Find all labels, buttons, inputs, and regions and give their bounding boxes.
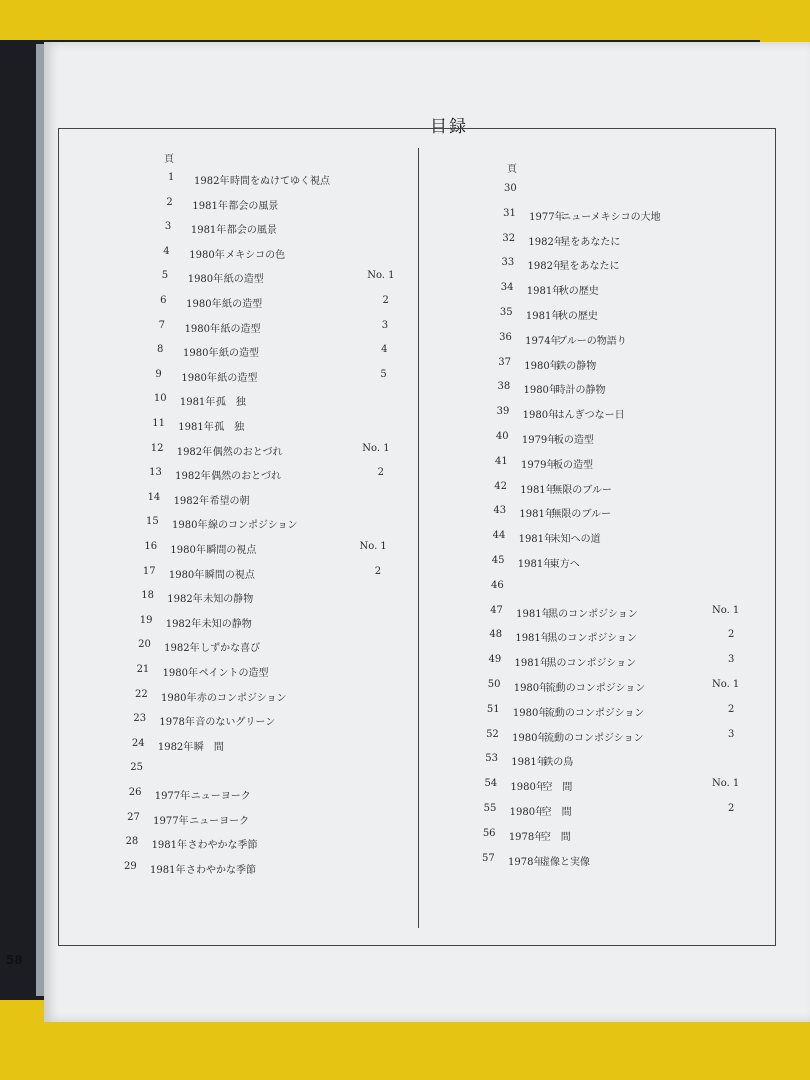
entry-year: 1981年 — [514, 658, 550, 670]
entry-number: 54 — [484, 778, 498, 790]
entry-year: 1982年 — [165, 618, 202, 630]
catalog-entry — [503, 208, 810, 222]
entry-edition: No. 1 — [367, 270, 395, 282]
entry-number: 34 — [500, 282, 514, 294]
entry-edition: 4 — [381, 344, 388, 356]
entry-number: 9 — [155, 368, 162, 380]
entry-number: 53 — [485, 753, 498, 765]
catalog-entry — [133, 713, 493, 727]
entry-year: 1980年 — [523, 385, 559, 397]
catalog-entry — [129, 787, 489, 801]
entry-title: 紙の造型 — [223, 274, 264, 286]
entry-number: 27 — [127, 811, 140, 823]
catalog-entry — [152, 418, 512, 432]
entry-edition: No. 1 — [711, 778, 740, 790]
entry-edition: No. 1 — [362, 442, 390, 454]
entry-number: 43 — [493, 505, 507, 517]
entry-number: 36 — [499, 331, 512, 343]
entry-title: 無限のブルー — [552, 484, 612, 496]
entry-title: 鉄の静物 — [556, 360, 597, 372]
catalog-entry — [487, 704, 810, 718]
catalog-entry — [493, 505, 810, 519]
entry-title: さわやかな季節 — [186, 864, 256, 876]
entry-year: 1981年 — [178, 422, 214, 433]
entry-title: 秋の歴史 — [558, 286, 599, 298]
catalog-entry — [124, 861, 484, 875]
entry-number: 25 — [130, 762, 144, 774]
entry-title: 紙の造型 — [220, 323, 261, 335]
entry-year: 1982年 — [528, 236, 564, 248]
entry-year: 1980年 — [181, 372, 217, 384]
entry-year: 1981年 — [525, 311, 562, 322]
entry-year: 1981年 — [511, 757, 547, 769]
entry-title: 都会の風景 — [226, 225, 277, 237]
entry-number: 7 — [158, 319, 165, 331]
entry-edition: 2 — [727, 703, 735, 715]
catalog-entry — [484, 778, 810, 792]
entry-edition: 2 — [382, 295, 389, 306]
entry-number: 10 — [153, 393, 167, 405]
entry-title: 紙の造型 — [219, 348, 259, 360]
catalog-entry — [148, 492, 508, 506]
entry-year: 1982年 — [157, 741, 194, 753]
entry-year: 1977年 — [154, 791, 191, 802]
catalog-entry — [132, 738, 492, 752]
entry-number: 38 — [497, 381, 511, 393]
catalog-entry — [143, 566, 503, 580]
entry-number: 4 — [163, 245, 170, 257]
entry-number: 13 — [149, 467, 162, 479]
entry-title: 紙の造型 — [222, 299, 263, 310]
catalog-entry — [151, 443, 511, 457]
entry-number: 51 — [486, 703, 500, 715]
entry-number: 55 — [483, 803, 497, 814]
entry-number: 22 — [135, 688, 148, 700]
entry-number: 42 — [494, 480, 507, 492]
entry-title: ニューヨーク — [190, 791, 251, 802]
entry-title: ニューメキシコの大地 — [561, 211, 661, 223]
catalog-entry — [497, 381, 810, 395]
entry-title: 流動のコンポジション — [545, 683, 646, 694]
catalog-entry — [485, 753, 810, 767]
entry-title: ブルーの物語り — [557, 335, 627, 347]
entry-number: 57 — [482, 852, 495, 864]
entry-year: 1980年 — [512, 732, 548, 744]
entry-number: 16 — [144, 541, 158, 552]
catalog-entry — [496, 431, 810, 445]
entry-year: 1980年 — [184, 323, 221, 335]
entry-title: 希望の朝 — [209, 495, 250, 507]
entry-title: 時計の静物 — [555, 385, 606, 397]
entry-number: 31 — [503, 207, 516, 219]
entry-title: 板の造型 — [553, 459, 594, 471]
entry-number: 24 — [131, 737, 145, 749]
entry-year: 1981年 — [518, 534, 555, 546]
page-title: 目録 — [430, 117, 468, 137]
entry-number: 6 — [160, 295, 167, 306]
entry-number: 3 — [164, 221, 172, 233]
catalog-entry — [486, 729, 810, 743]
entry-year: 1981年 — [519, 509, 555, 521]
entry-year: 1981年 — [179, 397, 216, 409]
entry-number: 1 — [168, 172, 175, 183]
entry-number: 44 — [492, 530, 506, 542]
entry-year: 1982年 — [164, 643, 200, 655]
entry-edition: 2 — [377, 467, 384, 479]
left-column-header: 頁 — [164, 154, 174, 165]
entry-title: 空 間 — [541, 807, 572, 818]
entry-year: 1982年 — [175, 471, 211, 483]
entry-title: 無限のブルー — [551, 509, 612, 521]
entry-number: 18 — [141, 590, 155, 602]
entry-edition: 3 — [381, 319, 389, 331]
catalog-entry — [497, 406, 810, 420]
entry-year: 1980年 — [189, 249, 225, 261]
entry-year: 1980年 — [509, 807, 546, 818]
entry-year: 1981年 — [516, 608, 552, 620]
entry-year: 1980年 — [172, 520, 208, 532]
entry-title: 秋の歴史 — [557, 311, 598, 322]
entry-year: 1981年 — [520, 484, 556, 496]
entry-number: 8 — [157, 344, 164, 356]
entry-number: 47 — [490, 604, 503, 616]
entry-title: 孤 独 — [215, 397, 246, 409]
catalog-entry — [504, 183, 810, 197]
entry-number: 41 — [495, 455, 508, 467]
entry-year: 1974年 — [525, 335, 561, 347]
entry-title: 線のコンポジション — [208, 520, 298, 532]
entry-title: ペイントの造型 — [198, 668, 269, 679]
page-number: 58 — [6, 953, 23, 967]
catalog-entry — [482, 853, 810, 867]
entry-year: 1977年 — [153, 815, 189, 827]
entry-number: 20 — [138, 639, 151, 651]
catalog-entry — [126, 836, 486, 850]
entry-edition: 2 — [374, 565, 382, 577]
entry-number: 11 — [152, 418, 166, 429]
catalog-entry — [500, 307, 810, 321]
entry-edition: 2 — [727, 629, 735, 641]
catalog-entry — [489, 629, 810, 643]
entry-number: 26 — [128, 787, 142, 798]
catalog-entry — [484, 803, 810, 817]
entry-year: 1980年 — [162, 668, 199, 679]
catalog-entry — [137, 664, 497, 678]
entry-year: 1977年 — [529, 211, 565, 223]
catalog-entry — [135, 689, 495, 703]
entry-year: 1982年 — [527, 261, 563, 273]
entry-number: 52 — [486, 728, 499, 740]
entry-year: 1980年 — [168, 569, 205, 581]
catalog-entry — [157, 344, 517, 358]
catalog-entry — [154, 393, 514, 407]
entry-title: 東方へ — [549, 559, 580, 570]
entry-title: 黒のコンポジション — [547, 633, 637, 645]
entry-year: 1981年 — [190, 225, 227, 237]
entry-title: 瞬 間 — [193, 741, 224, 753]
entry-number: 15 — [146, 516, 159, 528]
entry-edition: 2 — [727, 803, 735, 814]
catalog-entry — [502, 233, 810, 247]
entry-title: 黒のコンポジション — [546, 658, 637, 670]
catalog-entry — [155, 369, 515, 383]
entry-number: 46 — [490, 579, 504, 591]
entry-year: 1981年 — [517, 559, 554, 570]
entry-year: 1981年 — [515, 633, 551, 645]
catalog-entry — [144, 541, 504, 555]
catalog-entry — [160, 295, 520, 309]
entry-year: 1981年 — [526, 286, 563, 298]
entry-year: 1980年 — [512, 707, 549, 719]
entry-title: 未知の静物 — [203, 594, 254, 606]
entry-number: 32 — [502, 232, 516, 244]
entry-number: 2 — [166, 196, 173, 208]
entry-year: 1980年 — [170, 545, 206, 556]
catalog-entry — [495, 456, 810, 470]
entry-year: 1980年 — [524, 360, 560, 372]
entry-title: 虚像と実像 — [540, 856, 590, 868]
entry-title: 孤 独 — [214, 422, 245, 433]
right-column-header: 頁 — [507, 164, 517, 175]
entry-title: 未知への道 — [550, 534, 601, 546]
catalog-entry — [141, 590, 501, 604]
entry-year: 1980年 — [186, 299, 222, 310]
catalog-entry — [163, 246, 523, 260]
entry-title: メキシコの色 — [225, 249, 286, 261]
catalog-entry — [165, 221, 525, 235]
entry-edition: No. 1 — [359, 541, 387, 552]
entry-year: 1980年 — [187, 274, 224, 286]
entry-title: 未知の静物 — [201, 618, 252, 630]
entry-year: 1981年 — [150, 864, 186, 876]
catalog-entry — [149, 467, 509, 481]
catalog-entry — [166, 197, 526, 211]
entry-number: 49 — [488, 654, 502, 666]
entry-edition: 5 — [380, 368, 387, 380]
catalog-entry — [140, 615, 500, 629]
entry-title: 瞬間の視点 — [204, 569, 255, 581]
entry-edition: No. 1 — [711, 604, 740, 616]
entry-year: 1981年 — [192, 200, 228, 212]
entry-number: 19 — [139, 614, 153, 626]
catalog-entry — [493, 530, 810, 544]
entry-number: 35 — [499, 307, 513, 318]
entry-title: 板の造型 — [553, 435, 594, 446]
catalog-entry — [491, 580, 810, 594]
entry-title: 星をあなたに — [559, 261, 620, 273]
catalog-entry — [130, 762, 490, 776]
entry-number: 17 — [142, 565, 156, 577]
entry-number: 45 — [491, 555, 505, 566]
entry-year: 1979年 — [521, 459, 557, 471]
entry-number: 56 — [482, 827, 496, 839]
entry-edition: 3 — [727, 654, 735, 666]
entry-year: 1982年 — [194, 176, 230, 187]
entry-year: 1980年 — [183, 348, 219, 360]
entry-title: 星をあなたに — [560, 236, 621, 248]
entry-title: 流動のコンポジション — [544, 732, 644, 744]
entry-year: 1982年 — [176, 446, 213, 458]
catalog-entry — [162, 270, 522, 284]
catalog-entry — [488, 679, 810, 693]
catalog-entry — [492, 555, 810, 569]
entry-edition: 3 — [727, 728, 735, 740]
entry-number: 14 — [147, 491, 161, 503]
entry-title: しずかな喜び — [200, 643, 261, 655]
catalog-entry — [146, 516, 506, 530]
entry-title: 紙の造型 — [217, 372, 258, 384]
entry-year: 1981年 — [151, 840, 188, 852]
catalog-entry — [138, 639, 498, 653]
entry-number: 40 — [495, 431, 509, 442]
entry-title: 瞬間の視点 — [206, 545, 257, 556]
entry-edition: No. 1 — [711, 679, 740, 690]
entry-number: 23 — [133, 713, 147, 725]
catalog-entry — [499, 332, 810, 346]
entry-title: 赤のコンポジション — [197, 692, 287, 704]
entry-number: 5 — [161, 270, 169, 282]
entry-title: 時間をぬけてゆく視点 — [230, 176, 330, 187]
entry-year: 1980年 — [510, 782, 546, 794]
entry-number: 50 — [487, 679, 501, 690]
catalog-entry — [502, 257, 810, 271]
entry-title: 偶然のおとづれ — [212, 446, 283, 458]
entry-number: 21 — [136, 664, 150, 675]
entry-number: 48 — [489, 629, 503, 641]
entry-year: 1980年 — [522, 410, 559, 422]
entry-number: 29 — [124, 860, 137, 872]
entry-title: さわやかな季節 — [187, 840, 258, 852]
catalog-entry — [159, 320, 519, 334]
entry-title: 都会の風景 — [228, 200, 279, 212]
entry-year: 1978年 — [508, 831, 545, 843]
catalog-entry — [490, 605, 810, 619]
entry-number: 30 — [504, 183, 517, 194]
entry-title: 偶然のおとづれ — [211, 471, 281, 483]
entry-year: 1982年 — [167, 594, 203, 606]
catalog-entry — [494, 481, 810, 495]
catalog-entry — [483, 828, 810, 842]
entry-title: ニューヨーク — [189, 815, 250, 827]
entry-number: 28 — [125, 836, 139, 848]
catalog-entry — [168, 172, 528, 186]
entry-title: 流動のコンポジション — [544, 707, 645, 719]
entry-number: 39 — [496, 406, 510, 418]
entry-title: 鉄の鳥 — [543, 757, 574, 769]
catalog-entry — [501, 282, 810, 296]
catalog-entry — [498, 357, 810, 371]
entry-title: 黒のコンポジション — [548, 608, 638, 620]
entry-year: 1980年 — [513, 683, 550, 694]
catalog-entry — [489, 654, 810, 668]
entry-year: 1980年 — [161, 692, 197, 704]
entry-year: 1979年 — [521, 435, 558, 446]
entry-year: 1978年 — [159, 717, 195, 729]
entry-number: 12 — [150, 442, 164, 454]
entry-title: 空 間 — [542, 782, 573, 794]
entry-title: 音のないグリーン — [195, 717, 276, 729]
entry-number: 37 — [498, 356, 512, 368]
catalog-entry — [127, 812, 487, 826]
entry-number: 33 — [501, 257, 515, 269]
entry-year: 1982年 — [173, 495, 210, 507]
entry-title: はんぎつなー日 — [554, 410, 625, 422]
entry-year: 1978年 — [508, 856, 544, 868]
entry-title: 空 間 — [540, 831, 571, 843]
